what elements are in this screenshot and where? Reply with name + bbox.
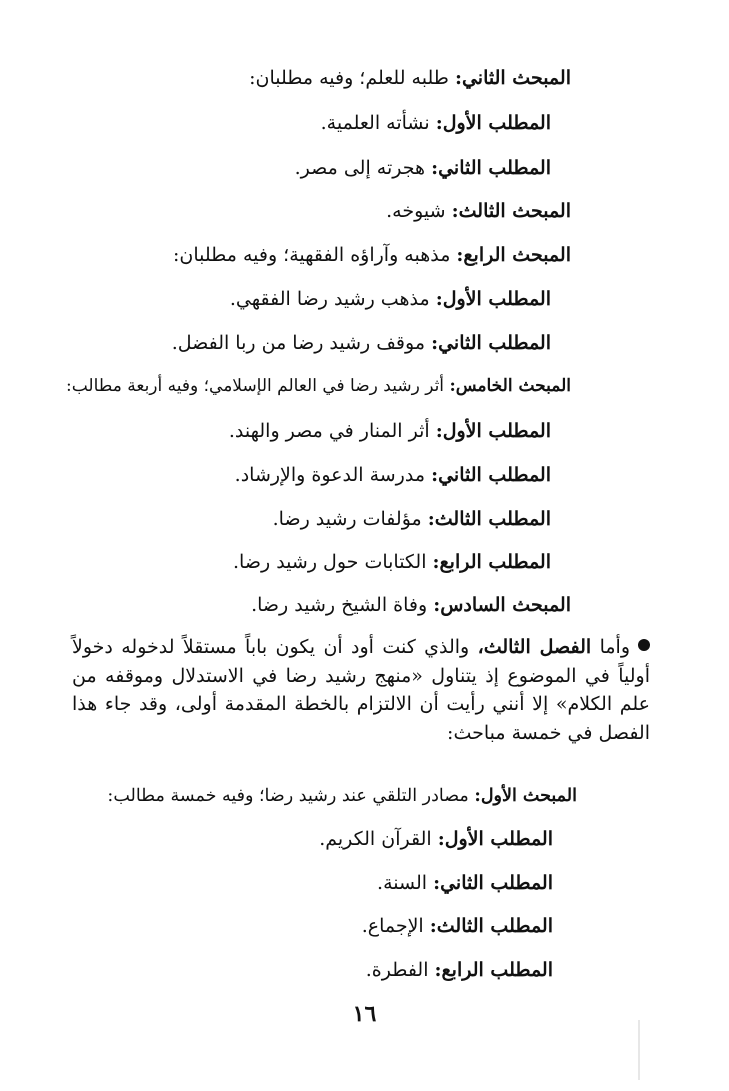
line-text: الفطرة. [365,959,429,981]
line-text: القرآن الكريم. [319,828,432,850]
outline-line [273,506,551,532]
line-text: مذهبه وآراؤه الفقهية؛ وفيه مطلبان: [172,244,451,266]
line-text: أثر المنار في مصر والهند. [228,420,430,442]
page-number: ١٦ [352,1001,377,1027]
line-label: المطلب الرابع: [432,551,551,573]
outline-line [377,870,553,896]
outline-line [233,549,551,575]
line-label: المطلب الأول: [435,112,551,134]
line-text: مؤلفات رشيد رضا. [272,508,422,530]
line-text: نشأته العلمية. [320,112,430,134]
line-label: المطلب الأول: [437,828,553,850]
line-label: المبحث السادس: [433,594,571,616]
line-label: المطلب الثاني: [431,332,551,354]
outline-line [295,155,551,181]
outline-line [173,242,571,268]
line-label: المطلب الأول: [435,288,551,310]
line-text: وفاة الشيخ رشيد رضا. [251,594,428,616]
line-text: الإجماع. [361,915,424,937]
outline-line [321,110,551,136]
outline-line [386,198,571,224]
line-label: المطلب الثاني: [431,464,551,486]
scan-speck [638,1020,640,1080]
outline-line [362,913,553,939]
outline-line [235,462,551,488]
paragraph-bold: الفصل الثالث، [477,636,592,658]
paragraph-text: والذي كنت أود أن يكون باباً مستقلاً لدخوله دخولاً أولياً في الموضوع إذ يتناول «منهج رشيد رضا في الاستدلال وموقفه من علم الكلام» إلا أنني رأيت أن الالتزام بالخطة المقدمة أولى، وقد جاء هذا الفصل في خمسة مباحث: [72,636,650,744]
line-text: أثر رشيد رضا في العالم الإسلامي؛ وفيه أربعة مطالب: [66,376,445,396]
line-label: المبحث الخامس: [449,376,571,396]
line-text: هجرته إلى مصر. [294,157,426,179]
line-label: المطلب الرابع: [434,959,553,981]
chapter-three-paragraph [72,633,650,747]
line-label: المبحث الثاني: [454,67,571,89]
outline-line [107,783,577,809]
line-text: الكتابات حول رشيد رضا. [233,551,427,573]
line-text: السنة. [377,872,428,894]
line-label: المطلب الثاني: [431,157,551,179]
line-text: طلبه للعلم؛ وفيه مطلبان: [249,67,449,89]
paragraph-lead: وأما [599,636,630,658]
outline-line [319,826,553,852]
outline-line [229,418,551,444]
line-text: مذهب رشيد رضا الفقهي. [229,288,430,310]
outline-line [249,65,571,91]
line-label: المطلب الثالث: [429,915,553,937]
outline-line [366,957,553,983]
line-label: المبحث الرابع: [456,244,571,266]
line-label: المبحث الأول: [474,786,577,806]
line-label: المطلب الأول: [435,420,551,442]
bullet-icon [638,639,650,651]
outline-line [66,373,571,399]
line-label: المطلب الثالث: [427,508,551,530]
outline-line [172,330,551,356]
outline-line [230,286,551,312]
line-text: شيوخه. [386,200,446,222]
line-text: مصادر التلقي عند رشيد رضا؛ وفيه خمسة مطالب: [107,786,469,806]
line-text: مدرسة الدعوة والإرشاد. [234,464,426,486]
line-label: المطلب الثاني: [433,872,553,894]
line-label: المبحث الثالث: [451,200,571,222]
line-text: موقف رشيد رضا من ربا الفضل. [171,332,426,354]
outline-line [251,592,571,618]
